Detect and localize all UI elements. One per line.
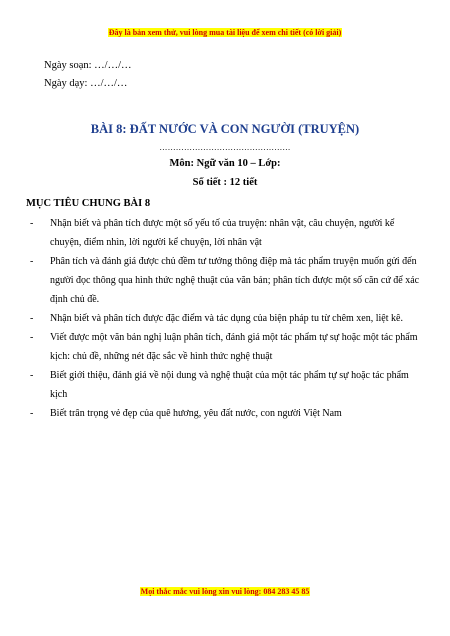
goal-item <box>26 404 420 423</box>
bullet-dash: - <box>30 256 34 267</box>
bullet-dash: - <box>30 408 34 419</box>
prepared-date: Ngày soạn: …/…/… <box>44 60 132 71</box>
goal-item <box>26 328 420 366</box>
goal-text: Nhận biết và phân tích được một số yếu tố của truyện: nhân vật, câu chuyện, người kể chuyện, điểm nhìn, lời người kể chuyện, lời nhân vật <box>50 218 395 248</box>
goal-item <box>26 309 420 328</box>
periods-line: Số tiết : 12 tiết <box>192 177 258 188</box>
goal-item <box>26 366 420 404</box>
bullet-dash: - <box>30 370 34 381</box>
goal-item <box>26 252 420 309</box>
goals-list <box>26 214 420 423</box>
contact-footer <box>0 587 450 596</box>
goal-text: Viết được một văn bản nghị luận phân tích, đánh giá một tác phẩm tự sự hoặc một tác phẩm kịch: chủ đề, những nét đặc sắc về hình thức nghệ thuật <box>50 332 418 362</box>
contact-footer-text: Mọi thắc mắc vui lòng xin vui lòng: 084 283 45 85 <box>140 587 310 596</box>
bullet-dash: - <box>30 332 34 343</box>
subject-line: Môn: Ngữ văn 10 – Lớp: <box>169 158 281 169</box>
goal-text: Biết giới thiệu, đánh giá về nội dung và nghệ thuật của một tác phẩm tự sự hoặc tác phẩm kịch <box>50 370 409 400</box>
goal-text: Phân tích và đánh giá được chủ đềm tư tưởng thông điệp mà tác phẩm truyện muốn gửi đến người đọc thông qua hình thức nghệ thuật của văn bản; phân tích được một số căn cứ để xác định chủ đề. <box>50 256 420 305</box>
preview-banner <box>0 28 450 37</box>
dotted-separator: ………………………………………… <box>159 143 291 152</box>
goals-heading: MỤC TIÊU CHUNG BÀI 8 <box>26 198 151 209</box>
lesson-title: BÀI 8: ĐẤT NƯỚC VÀ CON NGƯỜI (TRUYỆN) <box>90 122 360 136</box>
bullet-dash: - <box>30 313 34 324</box>
teaching-date: Ngày dạy: …/…/… <box>44 78 128 89</box>
goal-text: Biết trân trọng vẻ đẹp của quê hương, yêu đất nước, con người Việt Nam <box>50 408 342 419</box>
goal-text: Nhận biết và phân tích được đặc điểm và tác dụng của biện pháp tu từ chêm xen, liệt kê. <box>50 313 403 324</box>
bullet-dash: - <box>30 218 34 229</box>
goal-item <box>26 214 420 252</box>
preview-banner-text: Đây là bản xem thử, vui lòng mua tài liệu để xem chi tiết (có lời giải) <box>108 28 342 37</box>
